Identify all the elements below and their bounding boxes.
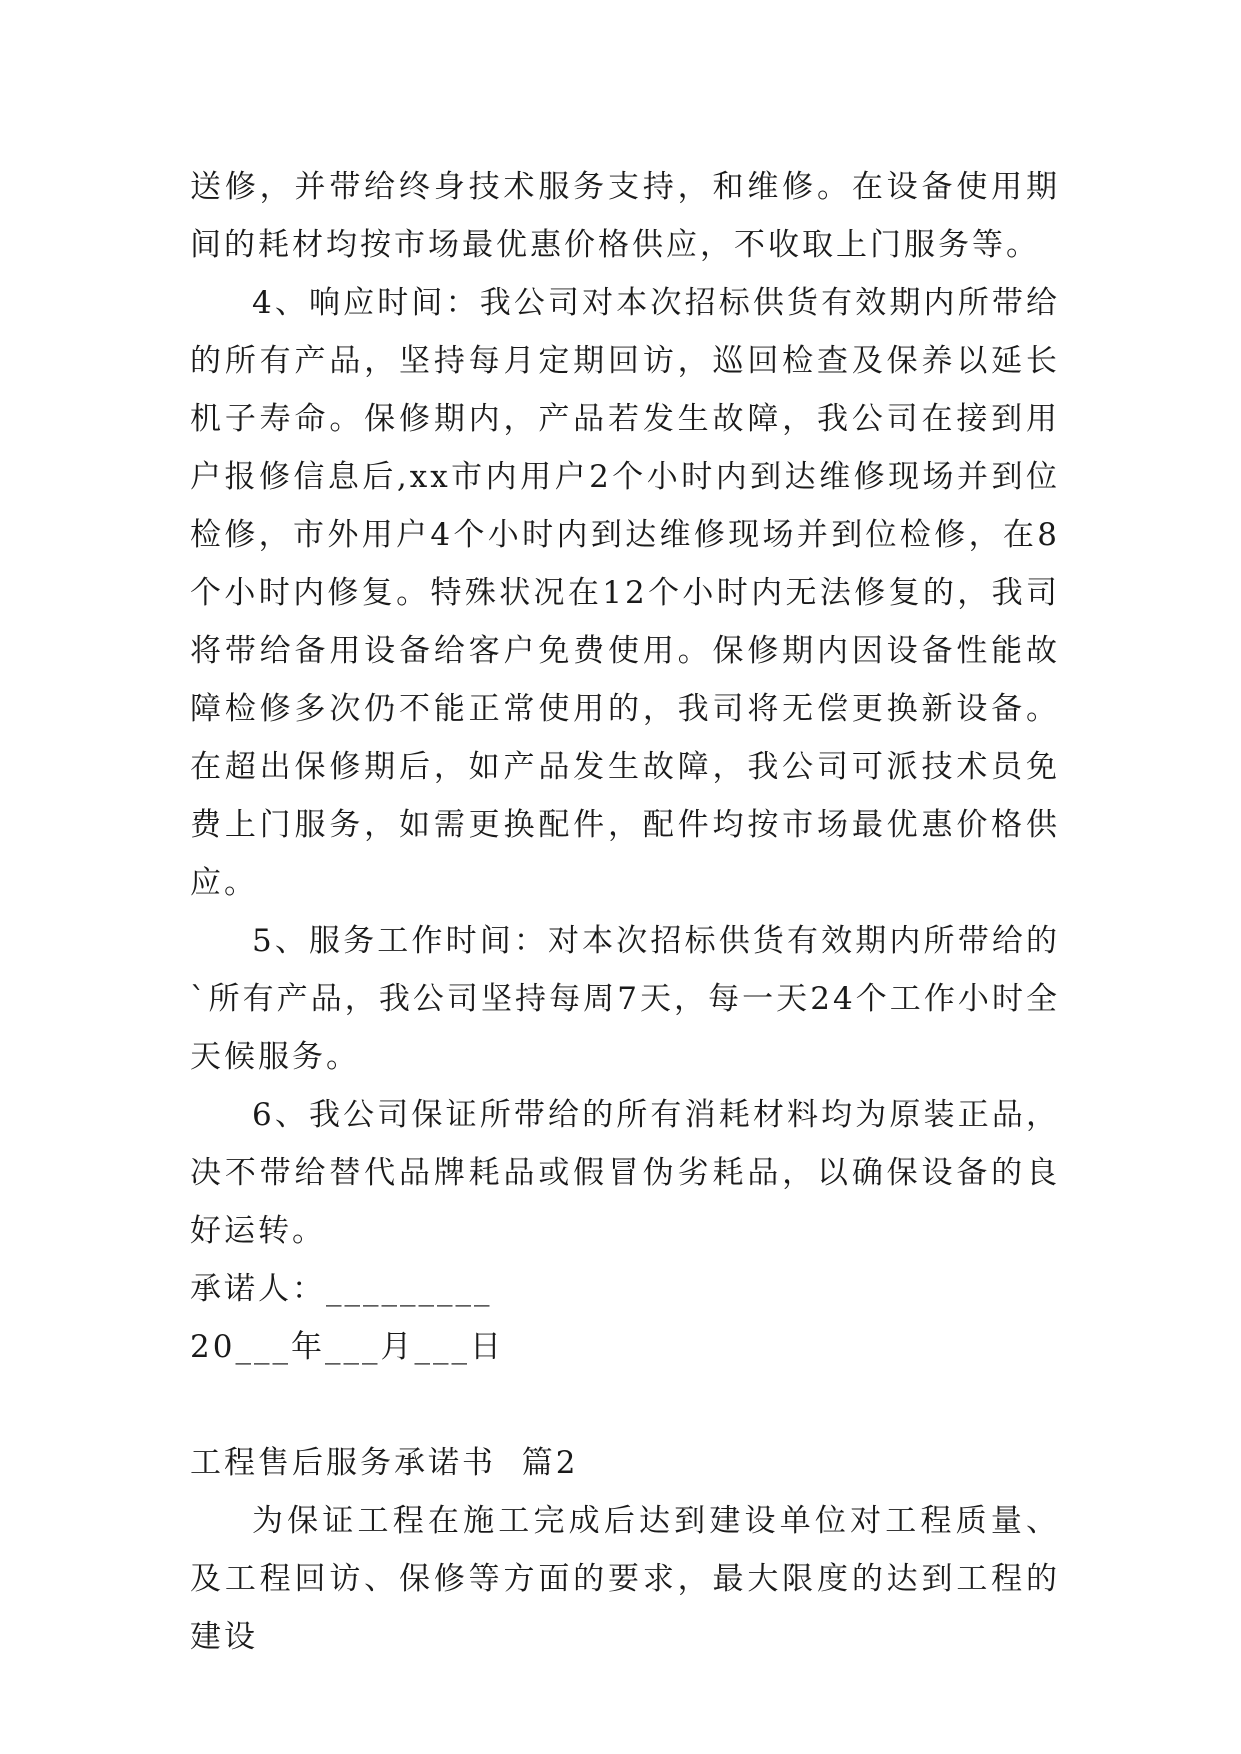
- paragraph-continuation: 送修，并带给终身技术服务支持，和维修。在设备使用期间的耗材均按市场最优惠价格供应，不收取上门服务等。: [190, 169, 1060, 263]
- section-paragraph: 为保证工程在施工完成后达到建设单位对工程质量、及工程回访、保修等方面的要求，最大限度的达到工程的建设: [190, 1503, 1060, 1655]
- section-title: 工程售后服务承诺书 篇2: [190, 1445, 579, 1481]
- paragraph-response-time: 4、响应时间：我公司对本次招标供货有效期内所带给的所有产品，坚持每月定期回访，巡回检查及保养以延长机子寿命。保修期内，产品若发生故障，我公司在接到用户报修信息后,xx市内用户2个小时内到达维修现场并到位检修，市外用户4个小时内到达维修现场并到位检修，在8个小时内修复。特殊状况在12个小时内无法修复的，我司将带给备用设备给客户免费使用。保修期内因设备性能故障检修多次仍不能正常使用的，我司将无偿更换新设备。在超出保修期后，如产品发生故障，我公司可派技术员免费上门服务，如需更换配件，配件均按市场最优惠价格供应。: [190, 285, 1060, 901]
- signer-line: 承诺人：_________: [190, 1271, 493, 1307]
- paragraph-consumables: 6、我公司保证所带给的所有消耗材料均为原装正品，决不带给替代品牌耗品或假冒伪劣耗品，以确保设备的良好运转。: [190, 1097, 1060, 1249]
- document-body: [190, 158, 1060, 1666]
- section-spacer: [190, 1376, 1060, 1434]
- paragraph-service-hours: 5、服务工作时间：对本次招标供货有效期内所带给的`所有产品，我公司坚持每周7天，每一天24个工作小时全天候服务。: [190, 923, 1060, 1075]
- date-line: 20___年___月___日: [190, 1329, 504, 1365]
